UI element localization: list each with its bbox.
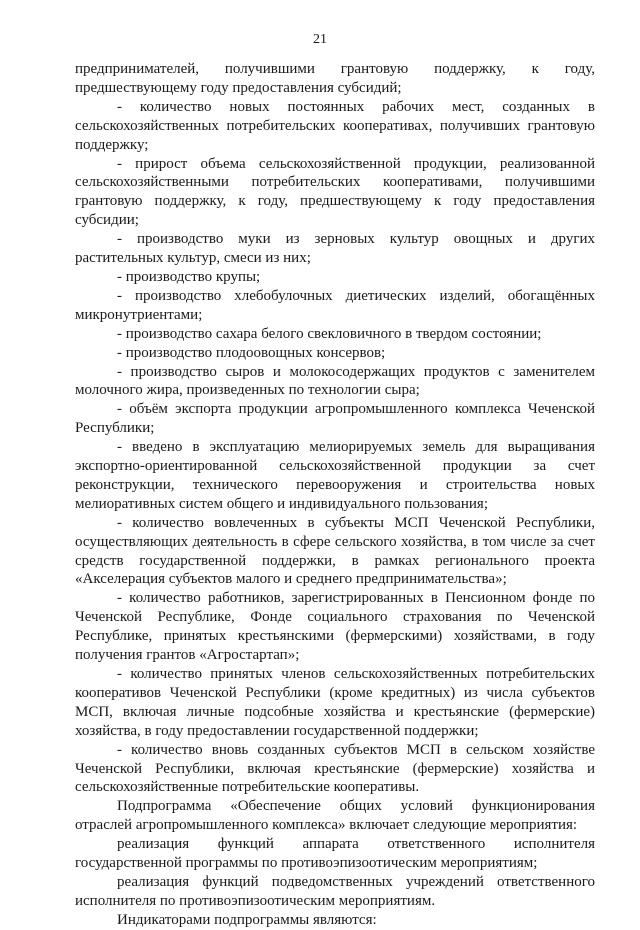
list-item-canned-goods-production: - производство плодоовощных консервов;: [117, 344, 386, 361]
list-item-flour-production: - производство муки из зерновых культур овощных и других растительных культур, смеси из них;: [75, 231, 595, 267]
paragraph-measure-apparatus: реализация функций аппарата ответственного исполнителя государственной программы по противоэпизоотическим мероприятиям;: [75, 836, 595, 872]
list-item-cooperative-members: - количество принятых членов сельскохозяйственных потребительских кооперативов Чеченской Республики (кроме кредитных) из числа субъектов МСП, включая личные подсобные хозяйства и крестьянские (фермерские) хозяйства, в году предоставлении государственной поддержки;: [75, 666, 595, 739]
list-item-groats-production: - производство крупы;: [117, 268, 261, 285]
paragraph-grant-recipients-continuation: предпринимателей, получившими грантовую поддержку, к году, предшествующему году предоставления субсидий;: [75, 61, 595, 96]
list-item-new-sme-entities: - количество вновь созданных субъектов МСП в сельском хозяйстве Чеченской Республики, включая крестьянские (фермерские) хозяйства и сельскохозяйственные потребительские кооперативы.: [75, 741, 595, 796]
list-item-reclaimed-land: - введено в эксплуатацию мелиорируемых земель для выращивания экспортно-ориентированной сельскохозяйственной продукции за счет реконструкции, технического перевооружения и строительства новых мелиоративных систем общего и индивидуального пользования;: [75, 439, 595, 512]
list-item-export-volume: - объём экспорта продукции агропромышленного комплекса Чеченской Республики;: [75, 401, 595, 437]
list-item-sme-involved: - количество вовлеченных в субъекты МСП Чеченской Республики, осуществляющих деятельность в сфере сельского хозяйства, в том числе за счет средств государственной поддержки, в рамках регионального проекта «Акселерация субъектов малого и среднего предпринимательства»;: [75, 514, 595, 588]
page-number: 21: [313, 32, 327, 47]
paragraph-indicators-heading: Индикаторами подпрограммы являются:: [117, 911, 377, 928]
paragraph-measure-subordinate-institutions: реализация функций подведомственных учреждений ответственного исполнителя по противоэпизоотическим мероприятиям.: [75, 873, 595, 909]
list-item-sugar-production: - производство сахара белого свекловичного в твердом состоянии;: [117, 325, 542, 342]
list-item-registered-workers: - количество работников, зарегистрированных в Пенсионном фонде по Чеченской Республике, Фонде социального страхования по Чеченской Республике, принятых крестьянскими (фермерскими) хозяйствами, в году получения грантов «Агростартап»;: [75, 590, 595, 664]
list-item-new-jobs: - количество новых постоянных рабочих мест, созданных в сельскохозяйственных потребительских кооперативах, получивших грантовую поддержку;: [75, 98, 595, 153]
list-item-cheese-production: - производство сыров и молокосодержащих продуктов с заменителем молочного жира, произведенных по технологии сыра;: [75, 363, 595, 399]
list-item-bakery-production: - производство хлебобулочных диетических изделий, обогащённых микронутриентами;: [75, 287, 595, 323]
list-item-production-growth: - прирост объема сельскохозяйственной продукции, реализованной сельскохозяйственными потребительских кооперативами, получившими грантовую поддержку, к году, предшествующему к году предоставления субсидии;: [75, 155, 595, 229]
paragraph-subprogram-intro: Подпрограмма «Обеспечение общих условий функционирования отраслей агропромышленного комплекса» включает следующие мероприятия:: [75, 798, 595, 834]
document-body: [75, 60, 595, 930]
